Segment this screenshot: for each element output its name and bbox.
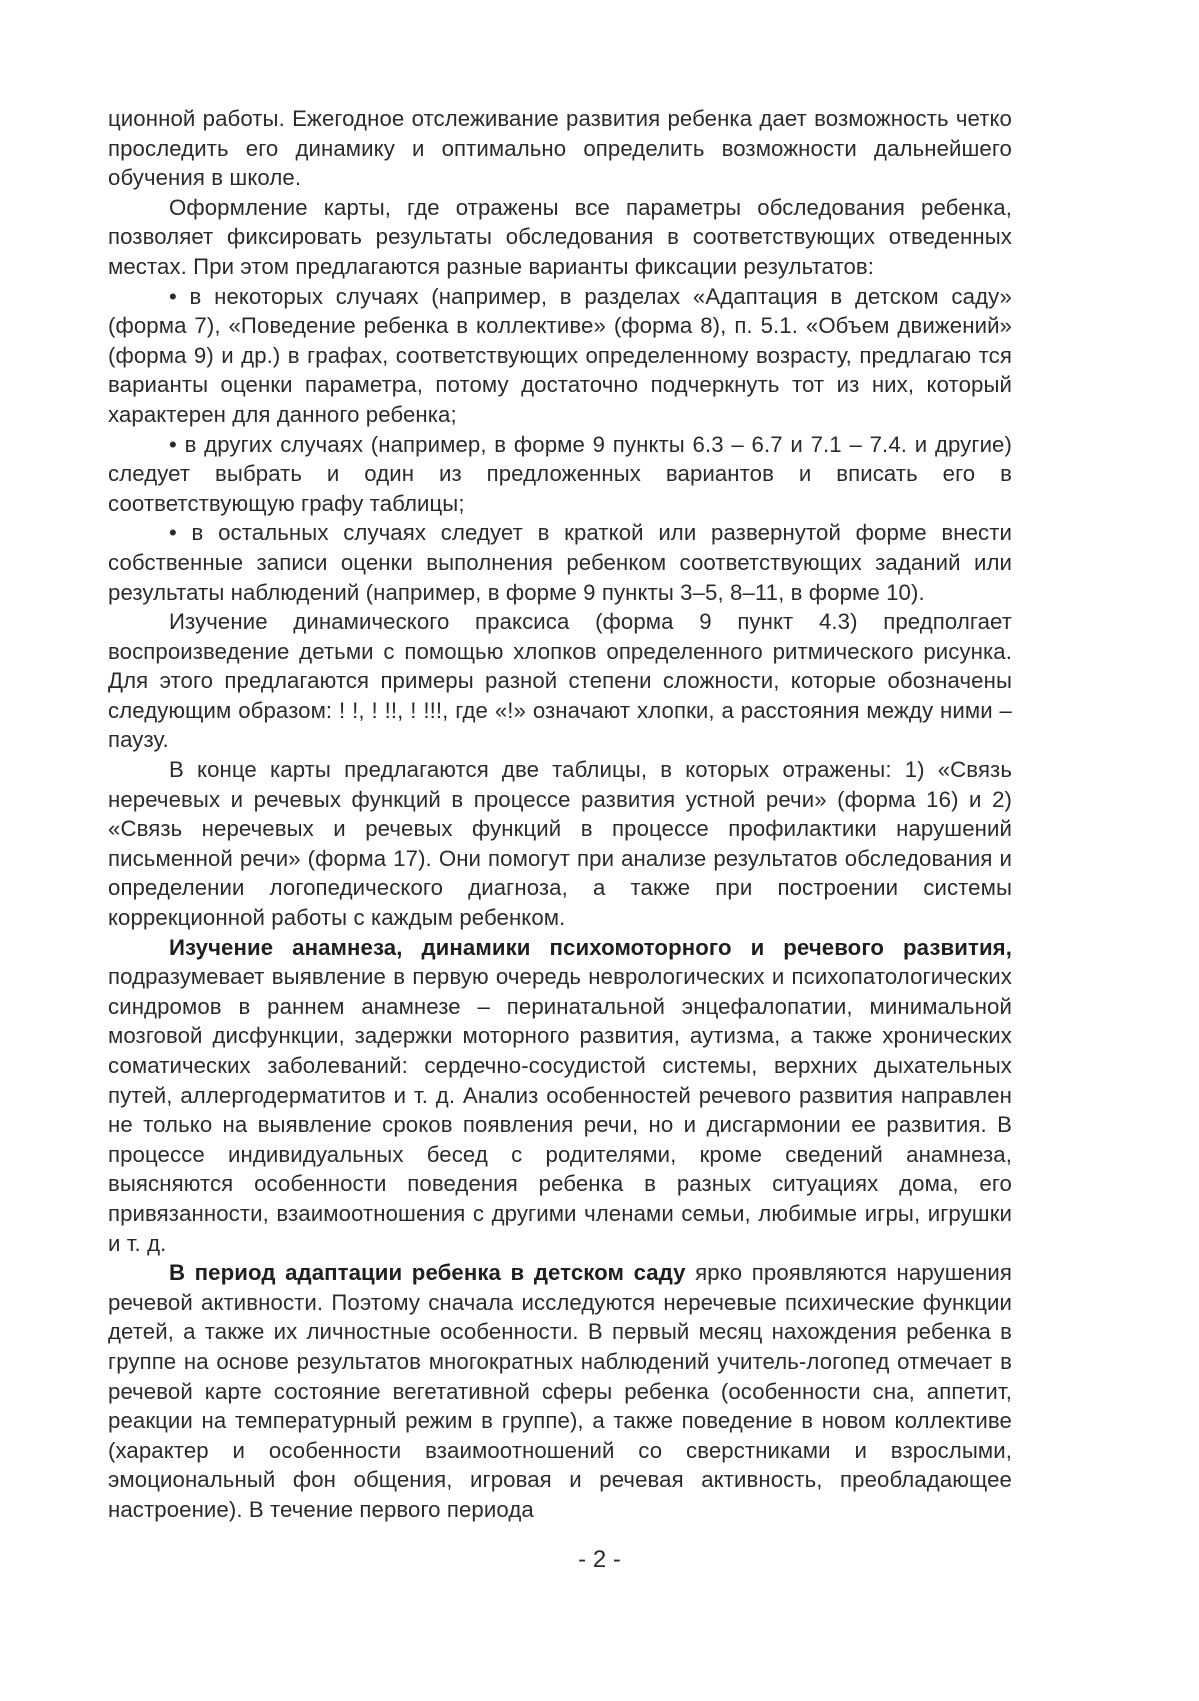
- adaptation-heading: В период адаптации ребенка в детском саду: [169, 1260, 686, 1286]
- page-number: - 2 -: [578, 1546, 621, 1573]
- bullet-item-1: • в некоторых случаях (например, в разделах «Адаптация в детском саду» (форма 7), «Поведение ребенка в коллективе» (форма 8), п. 5.1. «Объем движений» (форма 9) и др.) в графах, соответствующих определенному возрасту, предлагаю тся варианты оценки параметра, потому достаточно подчеркнуть тот из них, который характерен для данного ребенка;: [108, 283, 1012, 427]
- adaptation-text: ярко проявляются нарушения речевой активности. Поэтому сначала исследуются неречевые психические функции детей, а также их личностные особенности. В первый месяц нахождения ребенка в группе на основе результатов многократных наблюдений учитель-логопед отмечает в речевой карте состояние вегетативной сферы ребенка (особенности сна, аппетит, реакции на температурный режим в группе), а также поведение в новом коллективе (характер и особенности взаимоотношений со сверстниками и взрослыми, эмоциональный фон общения, игровая и речевая активность, преобладающее настроение). В течение первого периода: [108, 1260, 1013, 1522]
- paragraph-tables: В конце карты предлагаются две таблицы, в которых отражены: 1) «Связь неречевых и речевых функций в процессе развития устной речи» (форма 16) и 2) «Связь неречевых и речевых функций в процессе профилактики нарушений письменной речи» (форма 17). Они помогут при анализе результатов обследования и определении логопедического диагноза, а также при построении системы коррекционной работы с каждым ребенком.: [108, 757, 1012, 931]
- paragraph-praxis: Изучение динамического праксиса (форма 9 пункт 4.3) предполгает воспроизведение детьми с помощью хлопков определенного ритмического рисунка. Для этого предлагаются примеры разной степени сложности, которые обозначены следующим образом: ! !, ! !!, ! !!!, где «!» означают хлопки, а расстояния между ними – паузу.: [108, 609, 1012, 753]
- paragraph-card-layout: Оформление карты, где отражены все параметры обследования ребенка, позволяет фиксировать результаты обследования в соответствующих отведенных местах. При этом предлагаются разные варианты фиксации результатов:: [108, 194, 1012, 279]
- anamnesis-text: подразумевает выявление в первую очередь неврологических и психопатологических синдромов в раннем анамнезе – перинатальной энцефалопатии, минимальной мозговой дисфункции, задержки моторного развития, аутизма, а также хронических соматических заболеваний: сердечно-сосудистой системы, верхних дыхательных путей, аллергодерматитов и т. д. Анализ особенностей речевого развития направлен не только на выявление сроков появления речи, но и дисгармонии ее развития. В процессе индивидуальных бесед с родителями, кроме сведений анамнеза, выясняются особенности поведения ребенка в разных ситуациях дома, его привязанности, взаимоотношения с другими членами семьи, любимые игры, игрушки и т. д.: [108, 964, 1012, 1256]
- page-body: [108, 104, 1012, 1525]
- bullet-item-2: • в других случаях (например, в форме 9 пункты 6.3 – 6.7 и 7.1 – 7.4. и другие) следует выбрать и один из предложенных вариантов и вписать его в соответствующую графу таблицы;: [108, 431, 1012, 516]
- anamnesis-heading: Изучение анамнеза, динамики психомоторного и речевого развития,: [169, 934, 1012, 960]
- bullet-item-3: • в остальных случаях следует в краткой или развернутой форме внести собственные записи оценки выполнения ребенком соответствующих заданий или результаты наблюдений (например, в форме 9 пункты 3–5, 8–11, в форме 10).: [108, 520, 1012, 605]
- paragraph-continuation: ционной работы. Ежегодное отслеживание развития ребенка дает возможность четко проследить его динамику и оптимально определить возможности дальнейшего обучения в школе.: [108, 106, 1012, 191]
- paragraph-anamnesis: [108, 933, 1012, 1259]
- paragraph-adaptation: [108, 1258, 1012, 1524]
